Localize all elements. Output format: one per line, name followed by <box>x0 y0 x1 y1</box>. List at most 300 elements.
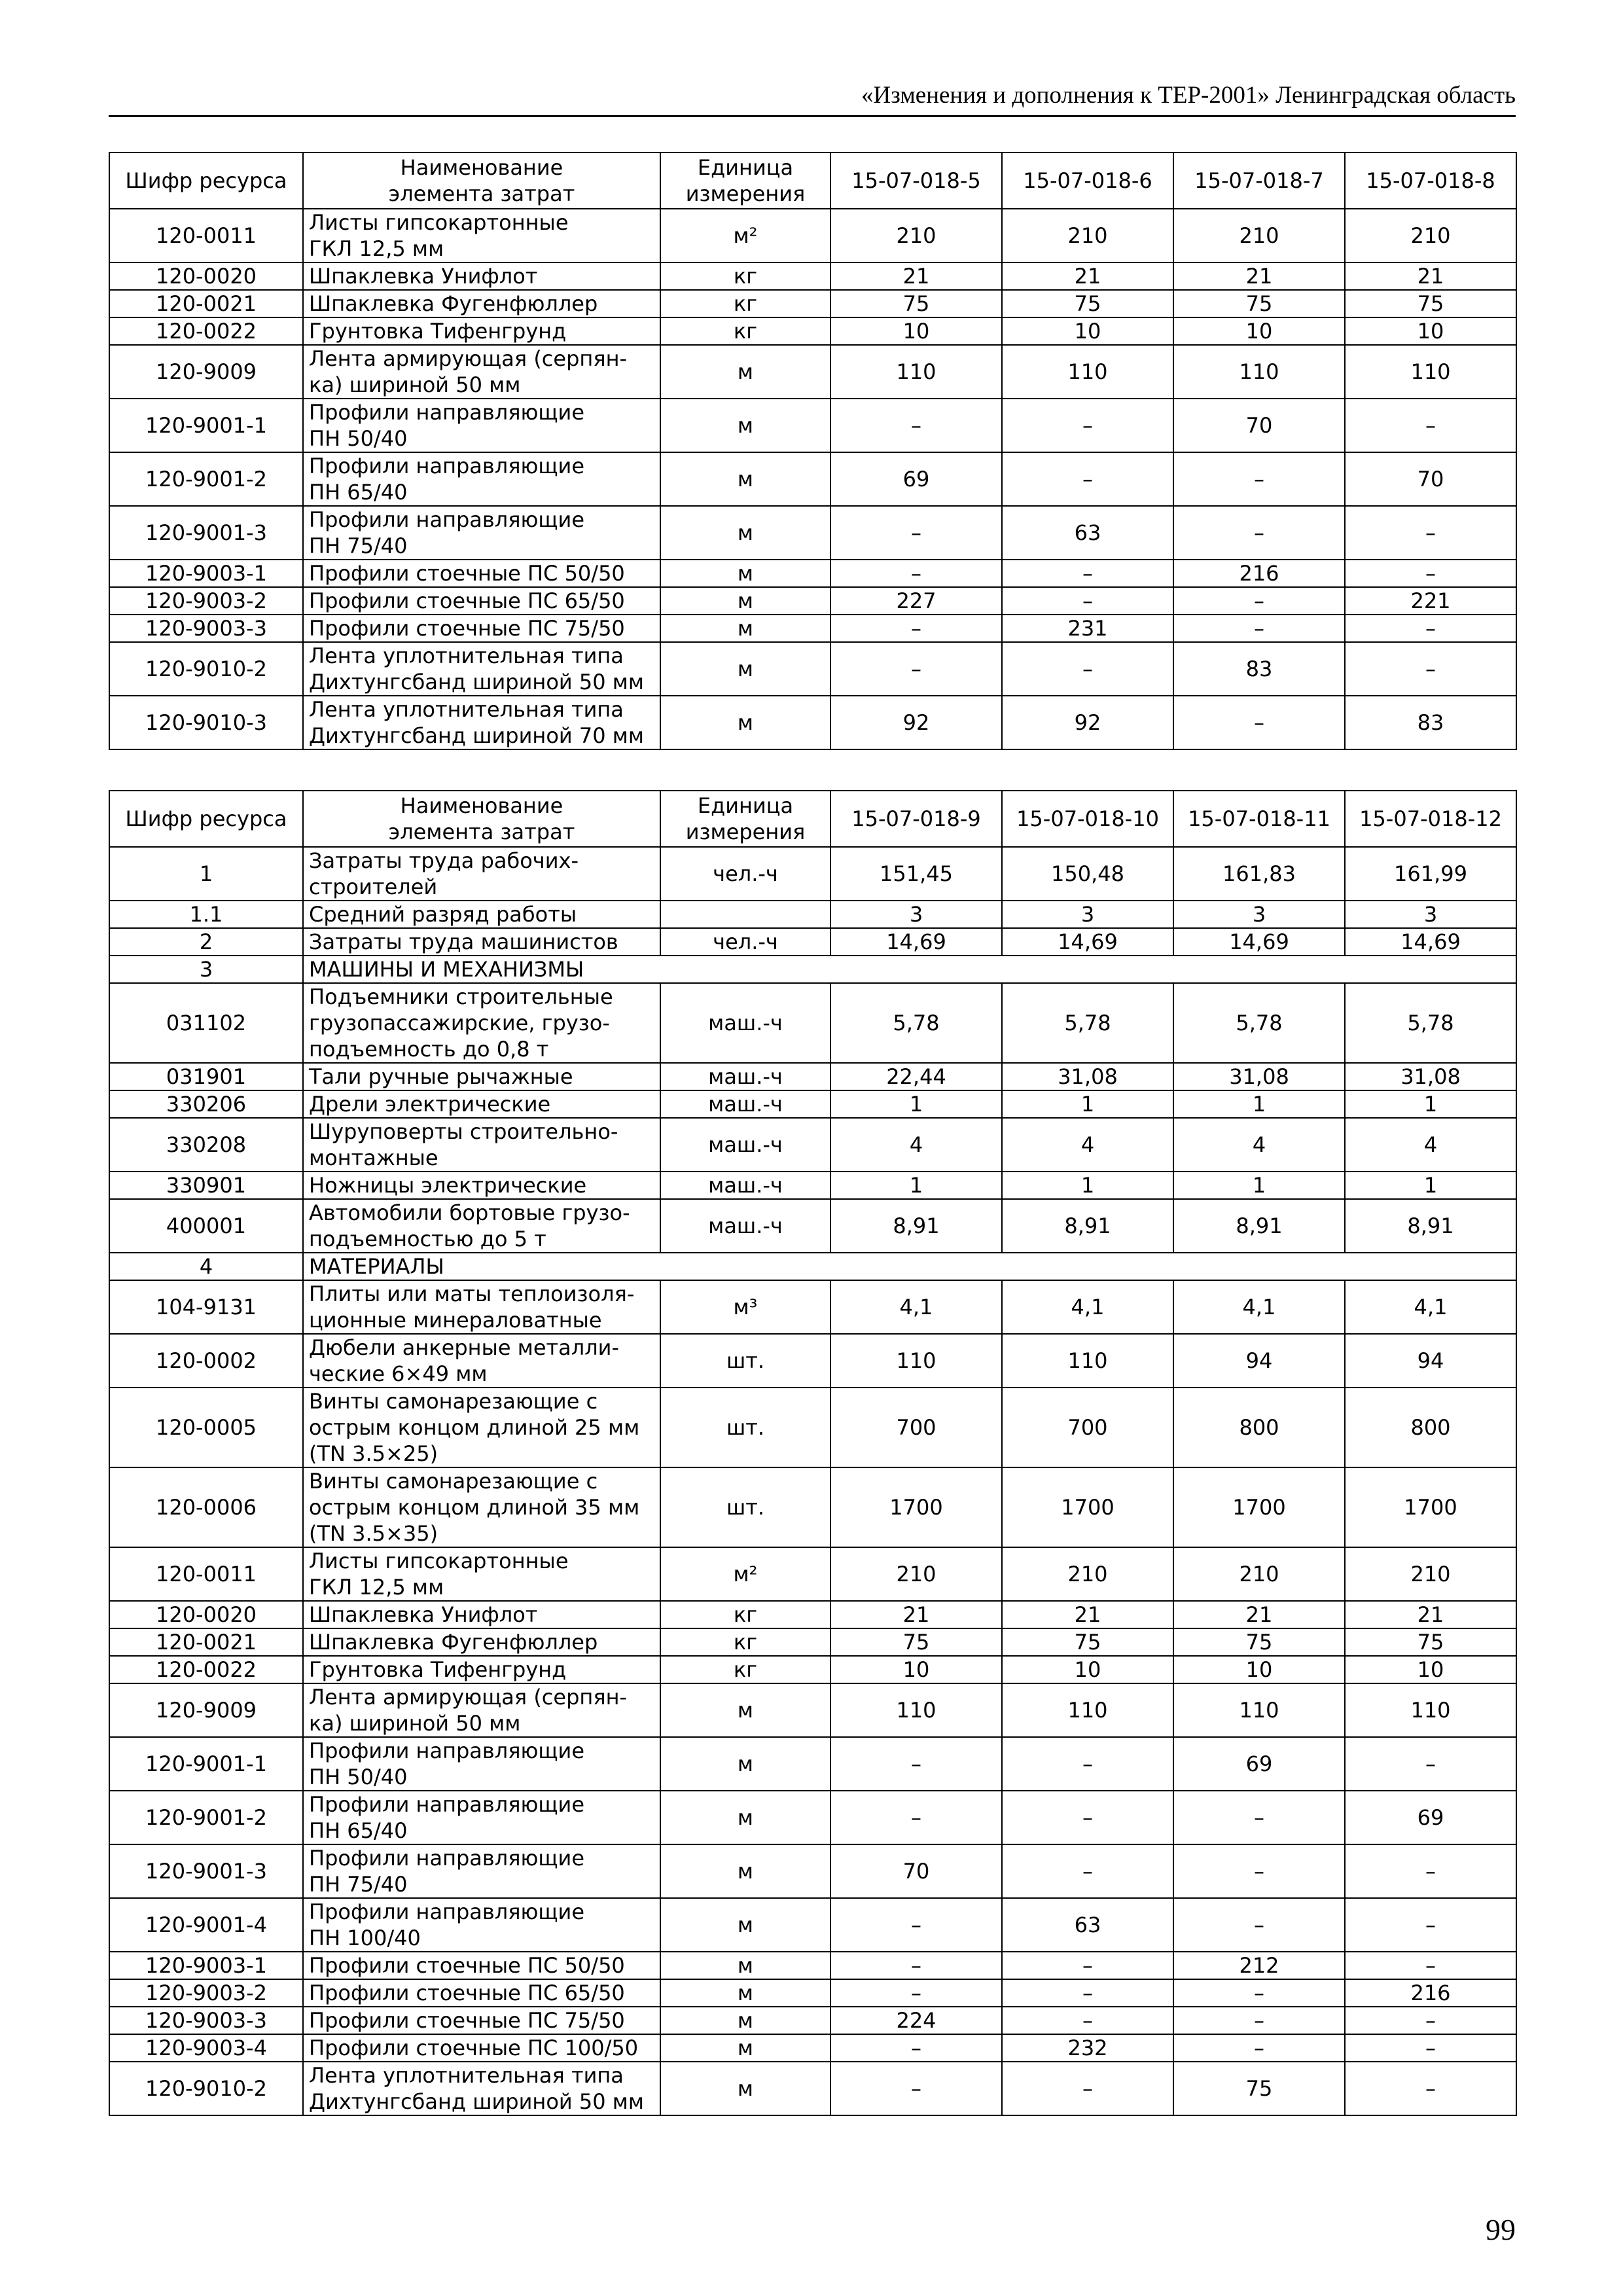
unit: м <box>660 587 830 615</box>
item-name: Шпаклевка Фугенфюллер <box>303 290 660 317</box>
value-cell: 21 <box>1173 1601 1345 1628</box>
value-cell: 8,91 <box>1002 1199 1173 1253</box>
value-cell: 31,08 <box>1173 1063 1345 1090</box>
unit: м <box>660 2062 830 2115</box>
value-cell: – <box>1173 587 1345 615</box>
value-cell: – <box>830 2034 1002 2062</box>
resource-code: 120-0022 <box>109 1656 303 1683</box>
table-row <box>109 1601 1516 1628</box>
value-cell: 75 <box>1002 1628 1173 1656</box>
unit: м <box>660 1844 830 1898</box>
value-cell: – <box>1345 1952 1516 1979</box>
value-cell: – <box>830 1791 1002 1844</box>
value-cell: 70 <box>1173 399 1345 452</box>
item-name: Дюбели анкерные металли- ческие 6×49 мм <box>303 1334 660 1388</box>
value-cell: 231 <box>1002 615 1173 642</box>
value-cell: – <box>1345 560 1516 587</box>
item-name: Профили стоечные ПС 50/50 <box>303 1952 660 1979</box>
resource-code: 120-9010-2 <box>109 642 303 696</box>
item-name: Профили стоечные ПС 50/50 <box>303 560 660 587</box>
table-header-row <box>109 152 1516 209</box>
table-row <box>109 1898 1516 1952</box>
value-cell: – <box>1173 2007 1345 2034</box>
column-header: 15-07-018-12 <box>1345 791 1516 847</box>
table-row <box>109 1334 1516 1388</box>
value-cell: 75 <box>1173 290 1345 317</box>
table-row <box>109 1172 1516 1199</box>
resource-code: 120-0022 <box>109 317 303 345</box>
value-cell: 210 <box>1002 1547 1173 1601</box>
resource-code: 120-0011 <box>109 209 303 262</box>
value-cell: 1 <box>1345 1090 1516 1118</box>
value-cell: 1700 <box>1173 1467 1345 1547</box>
table-row <box>109 1791 1516 1844</box>
column-header: 15-07-018-8 <box>1345 152 1516 209</box>
value-cell: 110 <box>830 345 1002 399</box>
resource-code: 330901 <box>109 1172 303 1199</box>
value-cell: 92 <box>830 696 1002 749</box>
value-cell: 800 <box>1345 1388 1516 1467</box>
value-cell: – <box>830 1737 1002 1791</box>
value-cell: – <box>1002 1737 1173 1791</box>
table-row <box>109 317 1516 345</box>
value-cell: – <box>830 615 1002 642</box>
resource-table-1 <box>109 152 1517 750</box>
value-cell: 31,08 <box>1345 1063 1516 1090</box>
item-name: Подъемники строительные грузопассажирские, грузо- подъемность до 0,8 т <box>303 983 660 1063</box>
table-row <box>109 587 1516 615</box>
value-cell: 14,69 <box>1345 928 1516 956</box>
value-cell: 110 <box>830 1334 1002 1388</box>
value-cell: 21 <box>1173 262 1345 290</box>
item-name: Средний разряд работы <box>303 901 660 928</box>
value-cell: – <box>830 399 1002 452</box>
value-cell: 22,44 <box>830 1063 1002 1090</box>
resource-code: 4 <box>109 1253 303 1280</box>
resource-code: 120-9001-3 <box>109 1844 303 1898</box>
unit: кг <box>660 1601 830 1628</box>
value-cell: 700 <box>1002 1388 1173 1467</box>
table-row <box>109 696 1516 749</box>
value-cell: 21 <box>830 1601 1002 1628</box>
unit: маш.-ч <box>660 1199 830 1253</box>
item-name: Профили стоечные ПС 100/50 <box>303 2034 660 2062</box>
resource-code: 120-9001-1 <box>109 399 303 452</box>
value-cell: – <box>1002 452 1173 506</box>
item-name: Профили направляющие ПН 75/40 <box>303 506 660 560</box>
unit: кг <box>660 1656 830 1683</box>
table-row <box>109 262 1516 290</box>
resource-code: 120-9003-1 <box>109 560 303 587</box>
unit: м <box>660 2007 830 2034</box>
item-name: Лента армирующая (серпян- ка) шириной 50 мм <box>303 1683 660 1737</box>
table-row <box>109 1118 1516 1172</box>
value-cell: 4,1 <box>1173 1280 1345 1334</box>
value-cell: – <box>1002 587 1173 615</box>
item-name: Профили направляющие ПН 75/40 <box>303 1844 660 1898</box>
unit: м² <box>660 209 830 262</box>
value-cell: – <box>1345 2007 1516 2034</box>
item-name: Листы гипсокартонные ГКЛ 12,5 мм <box>303 209 660 262</box>
value-cell: 4 <box>1002 1118 1173 1172</box>
value-cell: – <box>1345 2034 1516 2062</box>
value-cell: 1700 <box>1002 1467 1173 1547</box>
value-cell: 83 <box>1345 696 1516 749</box>
unit: м <box>660 506 830 560</box>
value-cell: 8,91 <box>1173 1199 1345 1253</box>
resource-code: 120-9003-1 <box>109 1952 303 1979</box>
value-cell: 110 <box>1002 1683 1173 1737</box>
unit: м <box>660 615 830 642</box>
value-cell: 83 <box>1173 642 1345 696</box>
column-header: Шифр ресурса <box>109 791 303 847</box>
value-cell: 8,91 <box>830 1199 1002 1253</box>
value-cell: 151,45 <box>830 847 1002 901</box>
item-name: Профили стоечные ПС 65/50 <box>303 587 660 615</box>
value-cell: – <box>1002 642 1173 696</box>
column-header: 15-07-018-10 <box>1002 791 1173 847</box>
resource-code: 3 <box>109 956 303 983</box>
column-header: 15-07-018-7 <box>1173 152 1345 209</box>
value-cell: 232 <box>1002 2034 1173 2062</box>
table-row <box>109 1388 1516 1467</box>
resource-code: 120-9003-3 <box>109 2007 303 2034</box>
value-cell: – <box>1345 506 1516 560</box>
unit: м <box>660 452 830 506</box>
resource-code: 120-0006 <box>109 1467 303 1547</box>
column-header: Шифр ресурса <box>109 152 303 209</box>
value-cell: – <box>1173 1979 1345 2007</box>
value-cell: 210 <box>1345 209 1516 262</box>
table-row <box>109 452 1516 506</box>
value-cell: 69 <box>1173 1737 1345 1791</box>
table-row <box>109 1979 1516 2007</box>
value-cell: 1700 <box>830 1467 1002 1547</box>
running-header: «Изменения и дополнения к ТЕР-2001» Ленинградская область <box>109 80 1516 117</box>
item-name: Лента армирующая (серпян- ка) шириной 50 мм <box>303 345 660 399</box>
unit: м³ <box>660 1280 830 1334</box>
value-cell: – <box>1002 560 1173 587</box>
value-cell: 3 <box>1173 901 1345 928</box>
value-cell: 14,69 <box>830 928 1002 956</box>
value-cell: 1700 <box>1345 1467 1516 1547</box>
value-cell: 5,78 <box>1345 983 1516 1063</box>
value-cell: – <box>1345 642 1516 696</box>
value-cell: 10 <box>1002 1656 1173 1683</box>
value-cell: 216 <box>1345 1979 1516 2007</box>
value-cell: 70 <box>1345 452 1516 506</box>
column-header: 15-07-018-11 <box>1173 791 1345 847</box>
value-cell: – <box>830 506 1002 560</box>
value-cell: – <box>1173 506 1345 560</box>
value-cell: 10 <box>830 317 1002 345</box>
table-row <box>109 1952 1516 1979</box>
value-cell: 1 <box>830 1090 1002 1118</box>
section-row <box>109 956 1516 983</box>
value-cell: 3 <box>1345 901 1516 928</box>
value-cell: – <box>1173 1791 1345 1844</box>
table-row <box>109 901 1516 928</box>
value-cell: 1 <box>1002 1172 1173 1199</box>
value-cell: 1 <box>1002 1090 1173 1118</box>
resource-code: 400001 <box>109 1199 303 1253</box>
value-cell: 31,08 <box>1002 1063 1173 1090</box>
resource-code: 120-9003-2 <box>109 587 303 615</box>
item-name: Профили направляющие ПН 100/40 <box>303 1898 660 1952</box>
unit: шт. <box>660 1388 830 1467</box>
value-cell: – <box>1002 1844 1173 1898</box>
item-name: Профили стоечные ПС 75/50 <box>303 2007 660 2034</box>
value-cell: 210 <box>1173 1547 1345 1601</box>
unit: чел.-ч <box>660 928 830 956</box>
value-cell: 5,78 <box>1173 983 1345 1063</box>
item-name: Профили стоечные ПС 65/50 <box>303 1979 660 2007</box>
resource-code: 120-9010-2 <box>109 2062 303 2115</box>
resource-code: 120-0021 <box>109 290 303 317</box>
page-number: 99 <box>1486 2213 1516 2246</box>
value-cell: – <box>1173 615 1345 642</box>
table-row <box>109 506 1516 560</box>
column-header: Единица измерения <box>660 791 830 847</box>
value-cell: 4,1 <box>830 1280 1002 1334</box>
value-cell: 210 <box>830 209 1002 262</box>
item-name: Ножницы электрические <box>303 1172 660 1199</box>
value-cell: 75 <box>1345 290 1516 317</box>
resource-code: 120-0020 <box>109 262 303 290</box>
resource-code: 120-9001-2 <box>109 452 303 506</box>
table-row <box>109 209 1516 262</box>
value-cell: 69 <box>830 452 1002 506</box>
value-cell: – <box>1173 1844 1345 1898</box>
unit: чел.-ч <box>660 847 830 901</box>
resource-code: 1 <box>109 847 303 901</box>
item-name: Плиты или маты теплоизоля- ционные минераловатные <box>303 1280 660 1334</box>
value-cell: – <box>1345 1737 1516 1791</box>
value-cell: 10 <box>1345 1656 1516 1683</box>
column-header: 15-07-018-9 <box>830 791 1002 847</box>
value-cell: – <box>1345 2062 1516 2115</box>
value-cell: – <box>1002 2007 1173 2034</box>
unit: м <box>660 1898 830 1952</box>
table-row <box>109 1090 1516 1118</box>
value-cell: – <box>830 2062 1002 2115</box>
table-row <box>109 642 1516 696</box>
item-name: Шпаклевка Унифлот <box>303 1601 660 1628</box>
section-row <box>109 1253 1516 1280</box>
value-cell: 210 <box>1345 1547 1516 1601</box>
value-cell: – <box>1345 615 1516 642</box>
item-name: Винты самонарезающие с острым концом длиной 25 мм (TN 3.5×25) <box>303 1388 660 1467</box>
column-header: Единица измерения <box>660 152 830 209</box>
value-cell: – <box>1002 1791 1173 1844</box>
item-name: Дрели электрические <box>303 1090 660 1118</box>
resource-code: 120-0011 <box>109 1547 303 1601</box>
value-cell: 3 <box>830 901 1002 928</box>
table-row <box>109 2062 1516 2115</box>
value-cell: 110 <box>1345 345 1516 399</box>
table-row <box>109 2034 1516 2062</box>
value-cell: – <box>1002 1979 1173 2007</box>
item-name: Профили стоечные ПС 75/50 <box>303 615 660 642</box>
resource-code: 120-9003-3 <box>109 615 303 642</box>
table-row <box>109 847 1516 901</box>
value-cell: 21 <box>1345 1601 1516 1628</box>
value-cell: 21 <box>830 262 1002 290</box>
value-cell: 92 <box>1002 696 1173 749</box>
item-name: Лента уплотнительная типа Дихтунгсбанд шириной 70 мм <box>303 696 660 749</box>
value-cell: – <box>830 1898 1002 1952</box>
value-cell: 10 <box>1002 317 1173 345</box>
item-name: Грунтовка Тифенгрунд <box>303 317 660 345</box>
value-cell: 14,69 <box>1173 928 1345 956</box>
value-cell: 161,83 <box>1173 847 1345 901</box>
value-cell: 4,1 <box>1002 1280 1173 1334</box>
value-cell: 1 <box>1345 1172 1516 1199</box>
value-cell: – <box>830 1952 1002 1979</box>
value-cell: 4,1 <box>1345 1280 1516 1334</box>
unit: маш.-ч <box>660 1063 830 1090</box>
value-cell: 10 <box>830 1656 1002 1683</box>
value-cell: 75 <box>1173 2062 1345 2115</box>
unit: маш.-ч <box>660 1118 830 1172</box>
value-cell: 94 <box>1345 1334 1516 1388</box>
table-row <box>109 1683 1516 1737</box>
unit: маш.-ч <box>660 1090 830 1118</box>
value-cell: 5,78 <box>830 983 1002 1063</box>
value-cell: – <box>1345 1844 1516 1898</box>
value-cell: 4 <box>1173 1118 1345 1172</box>
resource-code: 330208 <box>109 1118 303 1172</box>
table-row <box>109 1063 1516 1090</box>
resource-code: 120-0005 <box>109 1388 303 1467</box>
value-cell: 5,78 <box>1002 983 1173 1063</box>
item-name: Тали ручные рычажные <box>303 1063 660 1090</box>
unit: маш.-ч <box>660 983 830 1063</box>
resource-code: 120-9009 <box>109 345 303 399</box>
value-cell: 110 <box>1002 1334 1173 1388</box>
value-cell: – <box>830 1979 1002 2007</box>
value-cell: 221 <box>1345 587 1516 615</box>
resource-code: 120-9001-3 <box>109 506 303 560</box>
table-row <box>109 1656 1516 1683</box>
value-cell: 212 <box>1173 1952 1345 1979</box>
table-row <box>109 1628 1516 1656</box>
value-cell: – <box>1345 1898 1516 1952</box>
resource-code: 330206 <box>109 1090 303 1118</box>
resource-code: 2 <box>109 928 303 956</box>
table-row <box>109 1737 1516 1791</box>
unit: м <box>660 399 830 452</box>
value-cell: 700 <box>830 1388 1002 1467</box>
value-cell: 1 <box>1173 1172 1345 1199</box>
value-cell: 210 <box>1173 209 1345 262</box>
resource-code: 031901 <box>109 1063 303 1090</box>
value-cell: – <box>1002 399 1173 452</box>
unit: кг <box>660 317 830 345</box>
value-cell: – <box>1002 2062 1173 2115</box>
value-cell: 69 <box>1345 1791 1516 1844</box>
unit: шт. <box>660 1467 830 1547</box>
resource-code: 120-0002 <box>109 1334 303 1388</box>
value-cell: 110 <box>1173 345 1345 399</box>
resource-code: 120-0020 <box>109 1601 303 1628</box>
table-row <box>109 1844 1516 1898</box>
unit: м² <box>660 1547 830 1601</box>
item-name: Профили направляющие ПН 50/40 <box>303 399 660 452</box>
value-cell: 75 <box>1002 290 1173 317</box>
unit <box>660 901 830 928</box>
value-cell: 75 <box>830 290 1002 317</box>
table-row <box>109 615 1516 642</box>
unit: кг <box>660 290 830 317</box>
value-cell: – <box>1173 1898 1345 1952</box>
unit: м <box>660 696 830 749</box>
value-cell: 94 <box>1173 1334 1345 1388</box>
value-cell: 110 <box>1002 345 1173 399</box>
value-cell: – <box>1345 399 1516 452</box>
section-title: МАШИНЫ И МЕХАНИЗМЫ <box>303 956 1516 983</box>
item-name: Лента уплотнительная типа Дихтунгсбанд шириной 50 мм <box>303 642 660 696</box>
unit: м <box>660 560 830 587</box>
value-cell: 210 <box>830 1547 1002 1601</box>
value-cell: 21 <box>1002 262 1173 290</box>
value-cell: 3 <box>1002 901 1173 928</box>
value-cell: 1 <box>1173 1090 1345 1118</box>
resource-code: 120-9001-2 <box>109 1791 303 1844</box>
value-cell: – <box>1002 1952 1173 1979</box>
resource-code: 120-9001-1 <box>109 1737 303 1791</box>
value-cell: 10 <box>1345 317 1516 345</box>
item-name: Профили направляющие ПН 65/40 <box>303 452 660 506</box>
column-header: Наименование элемента затрат <box>303 152 660 209</box>
table-row <box>109 399 1516 452</box>
item-name: Винты самонарезающие с острым концом длиной 35 мм (TN 3.5×35) <box>303 1467 660 1547</box>
value-cell: 63 <box>1002 506 1173 560</box>
table-row <box>109 2007 1516 2034</box>
value-cell: – <box>830 560 1002 587</box>
table-row <box>109 1467 1516 1547</box>
item-name: Листы гипсокартонные ГКЛ 12,5 мм <box>303 1547 660 1601</box>
resource-code: 031102 <box>109 983 303 1063</box>
resource-code: 120-9009 <box>109 1683 303 1737</box>
table-row <box>109 345 1516 399</box>
value-cell: – <box>830 642 1002 696</box>
unit: м <box>660 1683 830 1737</box>
value-cell: 110 <box>830 1683 1002 1737</box>
unit: м <box>660 1979 830 2007</box>
resource-code: 1.1 <box>109 901 303 928</box>
resource-code: 120-9010-3 <box>109 696 303 749</box>
value-cell: 4 <box>1345 1118 1516 1172</box>
column-header: 15-07-018-5 <box>830 152 1002 209</box>
unit: м <box>660 642 830 696</box>
item-name: Лента уплотнительная типа Дихтунгсбанд шириной 50 мм <box>303 2062 660 2115</box>
resource-code: 120-9001-4 <box>109 1898 303 1952</box>
unit: кг <box>660 1628 830 1656</box>
value-cell: – <box>1173 452 1345 506</box>
item-name: Шуруповерты строительно- монтажные <box>303 1118 660 1172</box>
value-cell: 63 <box>1002 1898 1173 1952</box>
resource-code: 120-0021 <box>109 1628 303 1656</box>
unit: маш.-ч <box>660 1172 830 1199</box>
value-cell: 10 <box>1173 317 1345 345</box>
value-cell: 161,99 <box>1345 847 1516 901</box>
value-cell: 8,91 <box>1345 1199 1516 1253</box>
value-cell: 4 <box>830 1118 1002 1172</box>
unit: м <box>660 2034 830 2062</box>
value-cell: 800 <box>1173 1388 1345 1467</box>
value-cell: 21 <box>1345 262 1516 290</box>
